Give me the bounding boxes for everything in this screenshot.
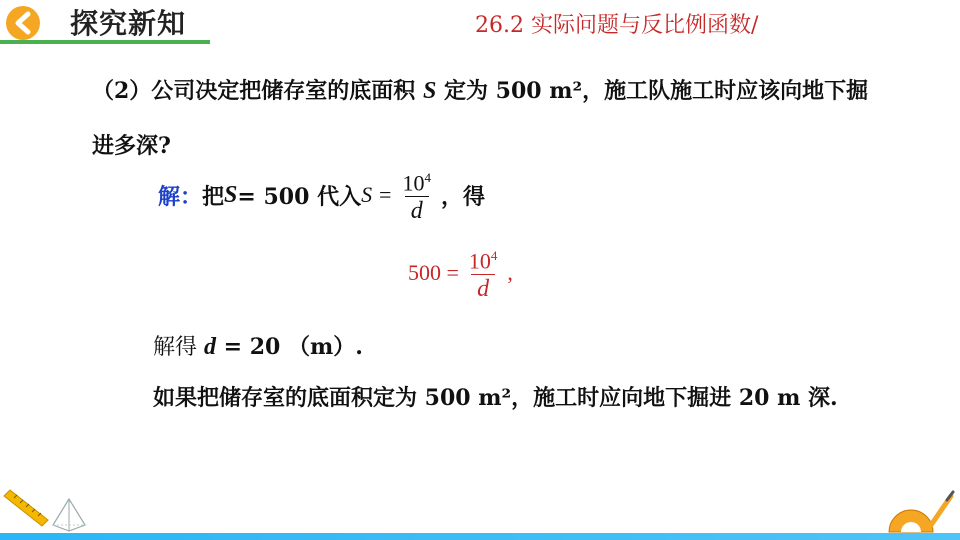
solution-var: S xyxy=(224,181,238,208)
result-line xyxy=(153,330,363,361)
solution-text2: = 500 代入 xyxy=(237,183,362,210)
solution-text1: 把 xyxy=(202,183,225,210)
result-var: d xyxy=(204,334,216,360)
fraction-numerator: $10^4$ xyxy=(402,169,431,196)
solution-text3: ，得 xyxy=(440,183,485,210)
header-underline xyxy=(0,40,210,44)
question-text-after: 定为 500 m²，施工队施工时应该向地下掘进多深? xyxy=(92,78,869,159)
solution-colon: ： xyxy=(180,183,203,210)
result-prefix: 解得 xyxy=(153,335,204,360)
formula-lhs: S = xyxy=(361,182,393,207)
conclusion-text: 如果把储存室的底面积定为 500 m²，施工时应向地下掘进 20 m 深. xyxy=(153,385,838,411)
question-text-before: （2）公司决定把储存室的底面积 xyxy=(92,78,423,104)
solution-line xyxy=(158,160,485,230)
pyramid-icon xyxy=(50,497,88,537)
result-value: = 20 （m）. xyxy=(216,334,363,360)
footer-bar xyxy=(0,533,960,540)
equation-lhs: 500 = xyxy=(408,260,459,285)
equation-denominator: d xyxy=(471,274,495,303)
protractor-icon xyxy=(885,490,957,538)
header xyxy=(0,0,960,48)
section-title: 探究新知 xyxy=(70,7,187,40)
formula-fraction xyxy=(396,165,437,225)
equation-500 xyxy=(408,236,513,310)
chevron-left-icon xyxy=(6,6,40,40)
fraction-denominator: d xyxy=(405,196,429,225)
solution-label: 解 xyxy=(158,183,181,210)
question-var: S xyxy=(422,78,437,104)
ruler-icon xyxy=(2,488,50,532)
equation-numerator: $10^4$ xyxy=(468,247,498,274)
equation-trail: , xyxy=(507,260,513,285)
lesson-title: 26.2 实际问题与反比例函数/ xyxy=(475,13,759,38)
question-text xyxy=(92,64,882,174)
equation-fraction xyxy=(463,243,504,303)
